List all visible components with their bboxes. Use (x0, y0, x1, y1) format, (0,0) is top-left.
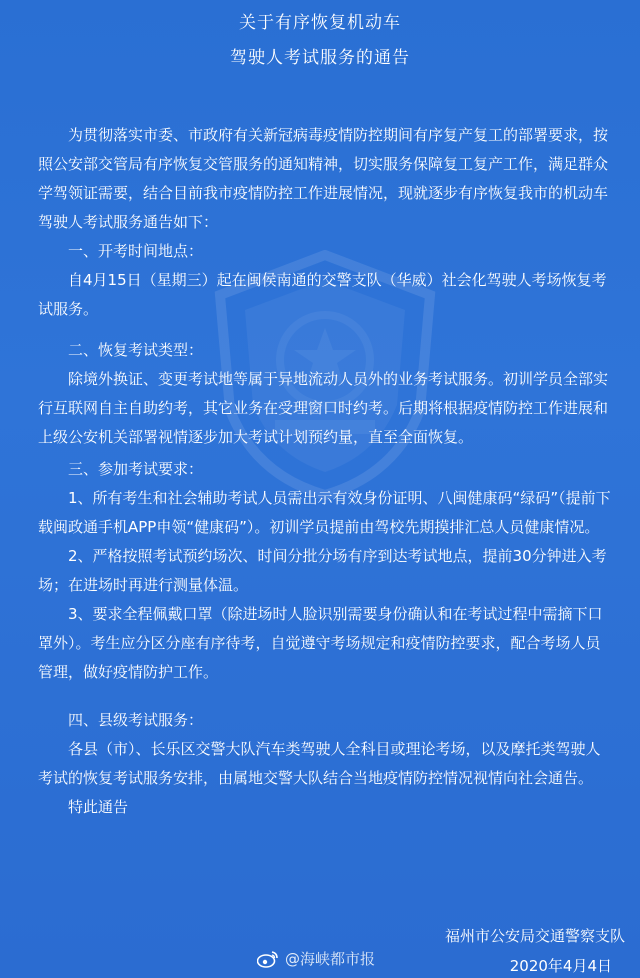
section-2-line: 上级公安机关部署视情逐步加大考试计划预约量，直至全面恢复。 (38, 428, 474, 446)
section-3 (38, 455, 638, 687)
section-3-item-1-line: 载闽政通手机APP申领“健康码”）。初训学员提前由驾校先期摸排汇总人员健康情况。 (38, 518, 600, 536)
section-2-heading: 二、恢复考试类型： (68, 341, 204, 359)
section-1-heading: 一、开考时间地点： (68, 242, 204, 260)
section-3-item-3-line: 管理，做好疫情防护工作。 (38, 663, 219, 681)
section-4-line: 考试的恢复考试服务安排，由属地交警大队结合当地疫情防控情况视情向社会通告。 (38, 769, 594, 787)
section-1-line: 试服务。 (38, 300, 99, 318)
weibo-watermark (257, 948, 375, 969)
closing-text: 特此通告 (68, 798, 129, 816)
section-1-line: 自4月15日（星期三）起在闽侯南通的交警支队（华威）社会化驾驶人考场恢复考 (68, 271, 607, 289)
issuing-organization: 福州市公安局交通警察支队 (444, 927, 625, 945)
section-3-item-3-line: 罩外）。考生应分区分座有序待考，自觉遵守考场规定和疫情防控要求，配合考场人员 (38, 634, 601, 652)
section-2-line: 除境外换证、变更考试地等属于异地流动人员外的业务考试服务。初训学员全部实 (68, 370, 609, 388)
section-3-item-1-line: 1、所有考生和社会辅助考试人员需出示有效身份证明、八闽健康码“绿码”（提前下 (68, 489, 611, 507)
notice-title-line-1: 关于有序恢复机动车 (239, 13, 401, 33)
notice-title-line-2: 驾驶人考试服务的通告 (230, 48, 410, 68)
intro-line: 学驾领证需要，结合目前我市疫情防控工作进展情况，现就逐步有序恢复我市的机动车 (38, 184, 609, 202)
section-3-heading: 三、参加考试要求： (68, 460, 204, 478)
intro-line: 驾驶人考试服务通告如下： (38, 213, 219, 231)
section-1 (38, 237, 638, 324)
section-3-item-2-line: 场；在进场时再进行测量体温。 (38, 576, 249, 594)
section-4-heading: 四、县级考试服务： (68, 711, 204, 729)
section-3-item-3-line: 3、要求全程佩戴口罩（除进场时人脸识别需要身份确认和在考试过程中需摘下口 (68, 605, 603, 623)
intro-line: 照公安部交管局有序恢复交管服务的通知精神，切实服务保障复工复产工作，满足群众 (38, 155, 609, 173)
section-2 (38, 336, 638, 452)
issue-date: 2020年4月4日 (509, 957, 612, 975)
section-3-item-2-line: 2、严格按照考试预约场次、时间分批分场有序到达考试地点，提前30分钟进入考 (68, 547, 607, 565)
section-4-line: 各县（市）、长乐区交警大队汽车类驾驶人全科目或理论考场，以及摩托类驾驶人 (68, 740, 601, 758)
section-4 (38, 706, 638, 822)
weibo-icon (257, 950, 279, 968)
section-2-line: 行互联网自主自助约考，其它业务在受理窗口时约考。后期将根据疫情防控工作进展和 (38, 399, 609, 417)
intro-line: 为贯彻落实市委、市政府有关新冠病毒疫情防控期间有序复产复工的部署要求，按 (68, 126, 609, 144)
watermark-text: @海峡都市报 (285, 950, 376, 968)
intro-paragraph (38, 121, 638, 237)
